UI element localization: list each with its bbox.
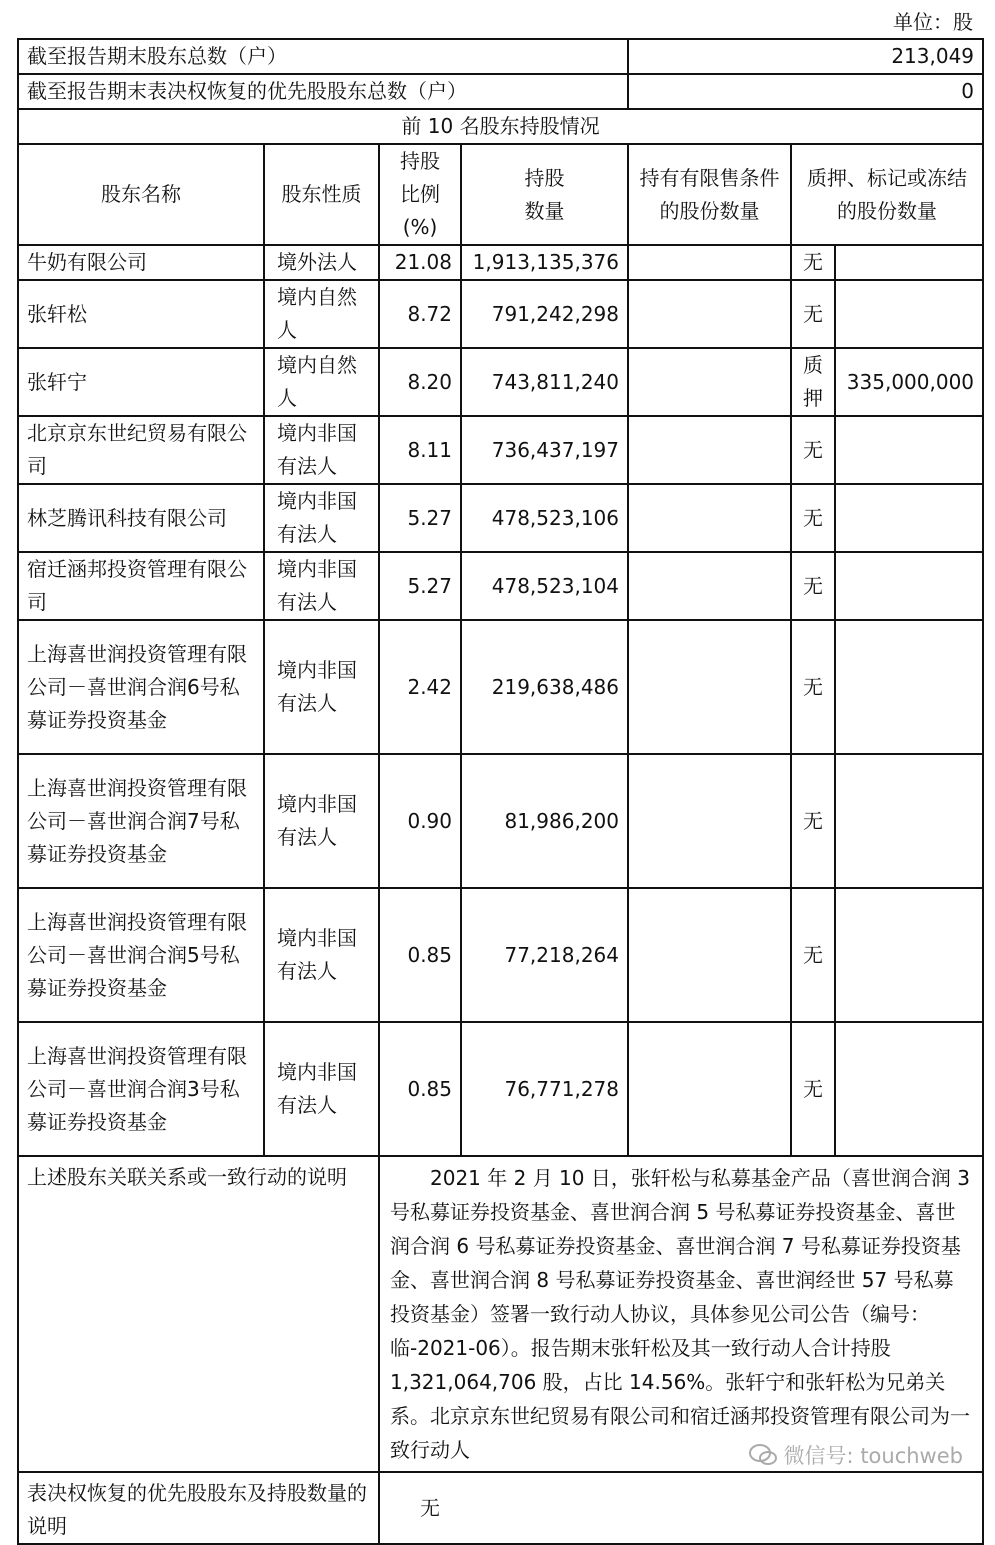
pledge-status: 无 [791, 888, 835, 1022]
shareholder-name: 张轩松 [18, 280, 264, 348]
table-row [18, 484, 983, 552]
holding-pct: 0.90 [379, 754, 461, 888]
table-row [18, 416, 983, 484]
wechat-icon [748, 1442, 778, 1468]
section-title: 前 10 名股东持股情况 [18, 109, 983, 144]
table-row [18, 1022, 983, 1156]
shareholder-name: 张轩宁 [18, 348, 264, 416]
shareholder-name: 林芝腾讯科技有限公司 [18, 484, 264, 552]
restricted-shares [628, 416, 791, 484]
summary-label: 截至报告期末股东总数（户） [18, 39, 628, 74]
restricted-shares [628, 552, 791, 620]
pledge-status: 无 [791, 552, 835, 620]
shareholder-name: 牛奶有限公司 [18, 245, 264, 280]
pledge-status: 无 [791, 280, 835, 348]
pledged-shares [835, 1022, 983, 1156]
holding-shares: 1,913,135,376 [461, 245, 628, 280]
unit-label: 单位：股 [893, 10, 973, 34]
restricted-shares [628, 348, 791, 416]
shareholder-name: 北京京东世纪贸易有限公司 [18, 416, 264, 484]
shareholder-nature: 境内非国有法人 [264, 620, 379, 754]
summary-row-preferred [18, 74, 983, 109]
restricted-shares [628, 245, 791, 280]
pledged-shares [835, 484, 983, 552]
shareholder-nature: 境内自然人 [264, 280, 379, 348]
table-row [18, 888, 983, 1022]
shareholder-nature: 境内非国有法人 [264, 754, 379, 888]
shareholder-table [17, 38, 984, 1545]
shareholder-name: 上海喜世润投资管理有限公司－喜世润合润5号私募证券投资基金 [18, 888, 264, 1022]
preferred-row [18, 1472, 983, 1544]
pledged-shares [835, 280, 983, 348]
pledged-shares [835, 416, 983, 484]
restricted-shares [628, 620, 791, 754]
holding-shares: 791,242,298 [461, 280, 628, 348]
pledged-shares [835, 245, 983, 280]
table-row [18, 348, 983, 416]
holding-shares: 81,986,200 [461, 754, 628, 888]
pledge-status: 质押 [791, 348, 835, 416]
shareholder-nature: 境内非国有法人 [264, 552, 379, 620]
header-nature: 股东性质 [264, 144, 379, 245]
watermark [748, 1440, 963, 1470]
shareholder-nature: 境内非国有法人 [264, 1022, 379, 1156]
holding-shares: 736,437,197 [461, 416, 628, 484]
shareholder-nature: 境内非国有法人 [264, 888, 379, 1022]
holding-shares: 76,771,278 [461, 1022, 628, 1156]
pledge-status: 无 [791, 1022, 835, 1156]
holding-pct: 8.20 [379, 348, 461, 416]
holding-pct: 2.42 [379, 620, 461, 754]
preferred-value: 无 [379, 1472, 983, 1544]
holding-pct: 21.08 [379, 245, 461, 280]
pledge-status: 无 [791, 245, 835, 280]
holding-shares: 478,523,106 [461, 484, 628, 552]
holding-pct: 5.27 [379, 484, 461, 552]
pledged-shares [835, 552, 983, 620]
relation-row [18, 1156, 983, 1472]
summary-value: 0 [628, 74, 983, 109]
shareholder-name: 上海喜世润投资管理有限公司－喜世润合润7号私募证券投资基金 [18, 754, 264, 888]
holding-shares: 743,811,240 [461, 348, 628, 416]
summary-row-total [18, 39, 983, 74]
shareholder-nature: 境外法人 [264, 245, 379, 280]
shareholder-name: 上海喜世润投资管理有限公司－喜世润合润3号私募证券投资基金 [18, 1022, 264, 1156]
header-restricted: 持有有限售条件的股份数量 [628, 144, 791, 245]
pledged-shares [835, 888, 983, 1022]
table-row [18, 280, 983, 348]
header-pledged: 质押、标记或冻结的股份数量 [791, 144, 983, 245]
shareholder-name: 上海喜世润投资管理有限公司－喜世润合润6号私募证券投资基金 [18, 620, 264, 754]
header-row [18, 144, 983, 245]
pledge-status: 无 [791, 620, 835, 754]
pledged-shares: 335,000,000 [835, 348, 983, 416]
header-shares: 持股数量 [461, 144, 628, 245]
preferred-label: 表决权恢复的优先股股东及持股数量的说明 [18, 1472, 379, 1544]
pledge-status: 无 [791, 754, 835, 888]
holding-shares: 219,638,486 [461, 620, 628, 754]
pledged-shares [835, 754, 983, 888]
shareholder-name: 宿迁涵邦投资管理有限公司 [18, 552, 264, 620]
restricted-shares [628, 754, 791, 888]
holding-pct: 0.85 [379, 888, 461, 1022]
table-row [18, 754, 983, 888]
holding-pct: 5.27 [379, 552, 461, 620]
relation-label: 上述股东关联关系或一致行动的说明 [18, 1156, 379, 1472]
shareholder-nature: 境内非国有法人 [264, 416, 379, 484]
shareholder-nature: 境内非国有法人 [264, 484, 379, 552]
section-title-row [18, 109, 983, 144]
watermark-text: 微信号: touchweb [783, 1444, 963, 1468]
pledged-shares [835, 620, 983, 754]
holding-pct: 8.11 [379, 416, 461, 484]
pledge-status: 无 [791, 416, 835, 484]
holding-pct: 0.85 [379, 1022, 461, 1156]
shareholder-nature: 境内自然人 [264, 348, 379, 416]
restricted-shares [628, 280, 791, 348]
table-row [18, 245, 983, 280]
holding-shares: 77,218,264 [461, 888, 628, 1022]
restricted-shares [628, 888, 791, 1022]
summary-label: 截至报告期末表决权恢复的优先股股东总数（户） [18, 74, 628, 109]
holding-shares: 478,523,104 [461, 552, 628, 620]
relation-text: 2021 年 2 月 10 日，张轩松与私募基金产品（喜世润合润 3 号私募证券投资基金、喜世润合润 5 号私募证券投资基金、喜世润合润 6 号私募证券投资基金、喜世润合润 7 号私募证券投资基金、喜世润合润 8 号私募证券投资基金、喜世润经世 57 号私募投资基金）签署一致行动人协议，具体参见公司公告（编号：临-2021-06）。报告期末张轩松及其一致行动人合计持股 1,321,064,706 股，占比 14.56%。张轩宁和张轩松为兄弟关系。北京京东世纪贸易有限公司和宿迁涵邦投资管理有限公司为一致行动人 [379, 1156, 983, 1472]
table-row [18, 620, 983, 754]
holding-pct: 8.72 [379, 280, 461, 348]
header-pct: 持股比例(%) [379, 144, 461, 245]
restricted-shares [628, 484, 791, 552]
pledge-status: 无 [791, 484, 835, 552]
summary-value: 213,049 [628, 39, 983, 74]
header-name: 股东名称 [18, 144, 264, 245]
table-row [18, 552, 983, 620]
restricted-shares [628, 1022, 791, 1156]
